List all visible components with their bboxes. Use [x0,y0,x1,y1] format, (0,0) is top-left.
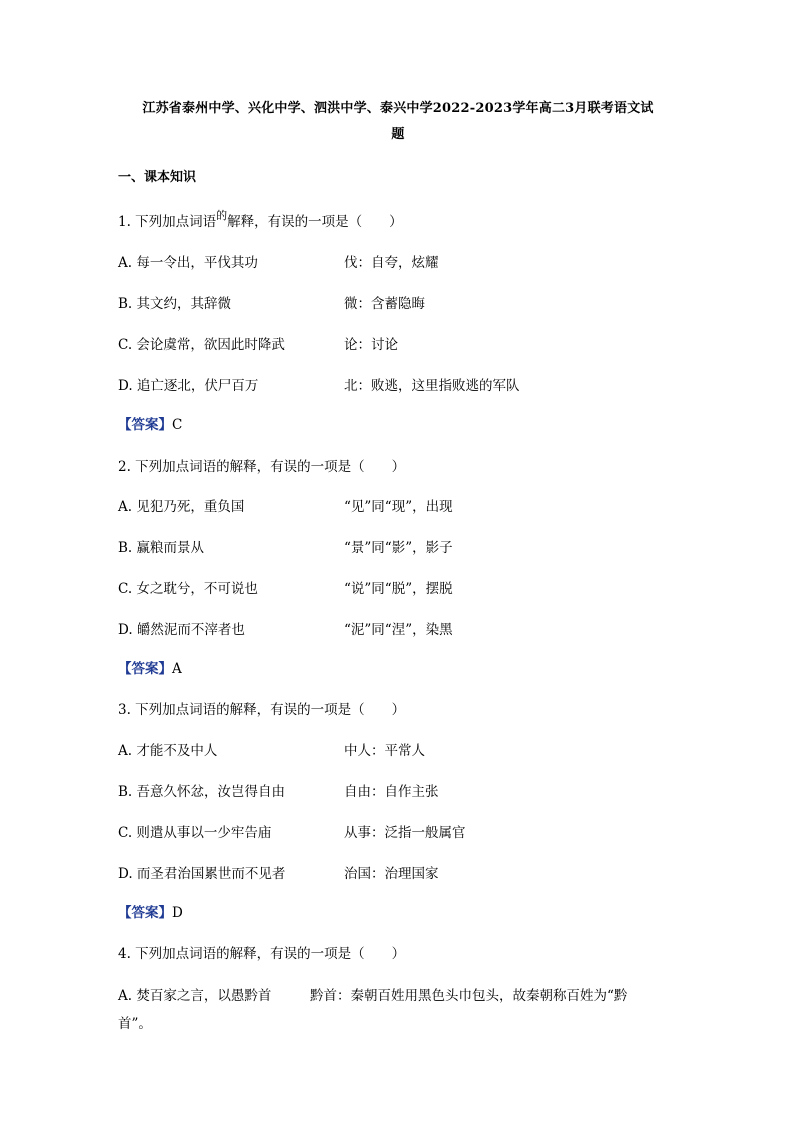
question-4-option-a: A. 焚百家之言，以愚黔首 [118,988,272,1004]
question-2-option-b-gloss: “景”同“影”，影子 [344,540,453,556]
question-3-option-c-gloss: 从事：泛指一般属官 [344,825,466,841]
document-title [118,96,678,148]
title-line-2: 题 [391,127,405,142]
answer-tag: 【答案】 [118,417,172,433]
question-2-option-a: A. 见犯乃死，重负国 [118,499,245,515]
answer-value: D [172,905,183,921]
question-4-option-a-gloss-cont: 首”。 [118,1016,152,1032]
question-2-option-c-gloss: “说”同“脱”，摆脱 [344,581,453,597]
question-2-answer [118,657,182,677]
question-3-stem: 3. 下列加点词语的解释，有误的一项是（ ） [118,702,406,718]
question-4-option-a-gloss: 黔首：秦朝百姓用黑色头巾包头，故秦朝称百姓为“黔 [310,988,628,1004]
question-3-option-d-gloss: 治国：治理国家 [344,866,439,882]
question-1-option-b: B. 其文约，其辞微 [118,296,232,312]
question-1-option-c: C. 会论虞常，欲因此时降武 [118,337,285,353]
question-1-answer [118,413,182,433]
question-1-option-a-gloss: 伐：自夸，炫耀 [344,255,439,271]
question-1-stem-pre: 1. 下列加点词语 [118,214,217,230]
question-3-option-b: B. 吾意久怀忿，汝岂得自由 [118,784,286,800]
answer-value: A [172,661,182,677]
section-heading: 一、课本知识 [118,170,197,185]
question-3-option-a: A. 才能不及中人 [118,743,218,759]
question-3-answer [118,901,183,921]
answer-value: C [172,417,183,433]
question-1-stem [118,210,403,230]
answer-tag: 【答案】 [118,905,172,921]
question-1-option-a: A. 每一令出，平伐其功 [118,255,258,271]
question-1-option-c-gloss: 论：讨论 [344,337,398,353]
question-2-option-b: B. 赢粮而景从 [118,540,205,556]
question-2-option-d: D. 皭然泥而不滓者也 [118,622,245,638]
question-2-option-c: C. 女之耽兮，不可说也 [118,581,258,597]
question-1-stem-post: 解释，有误的一项是（ ） [227,214,403,230]
question-1-option-b-gloss: 微：含蓄隐晦 [344,296,425,312]
question-1-stem-sup: 的 [216,209,228,222]
answer-tag: 【答案】 [118,661,172,677]
question-3-option-d: D. 而圣君治国累世而不见者 [118,866,286,882]
question-2-stem: 2. 下列加点词语的解释，有误的一项是（ ） [118,459,406,475]
question-1-option-d: D. 追亡逐北，伏尸百万 [118,378,259,394]
question-3-option-b-gloss: 自由：自作主张 [344,784,439,800]
question-4-stem: 4. 下列加点词语的解释，有误的一项是（ ） [118,946,406,962]
question-3-option-c: C. 则遣从事以一少牢告庙 [118,825,272,841]
question-1-option-d-gloss: 北：败逃，这里指败逃的军队 [344,378,520,394]
question-2-option-d-gloss: “泥”同“涅”，染黑 [344,622,453,638]
title-line-1: 江苏省泰州中学、兴化中学、泗洪中学、泰兴中学2022-2023学年高二3月联考语文试 [142,101,654,116]
question-2-option-a-gloss: “见”同“现”，出现 [344,499,453,515]
question-3-option-a-gloss: 中人：平常人 [344,743,425,759]
